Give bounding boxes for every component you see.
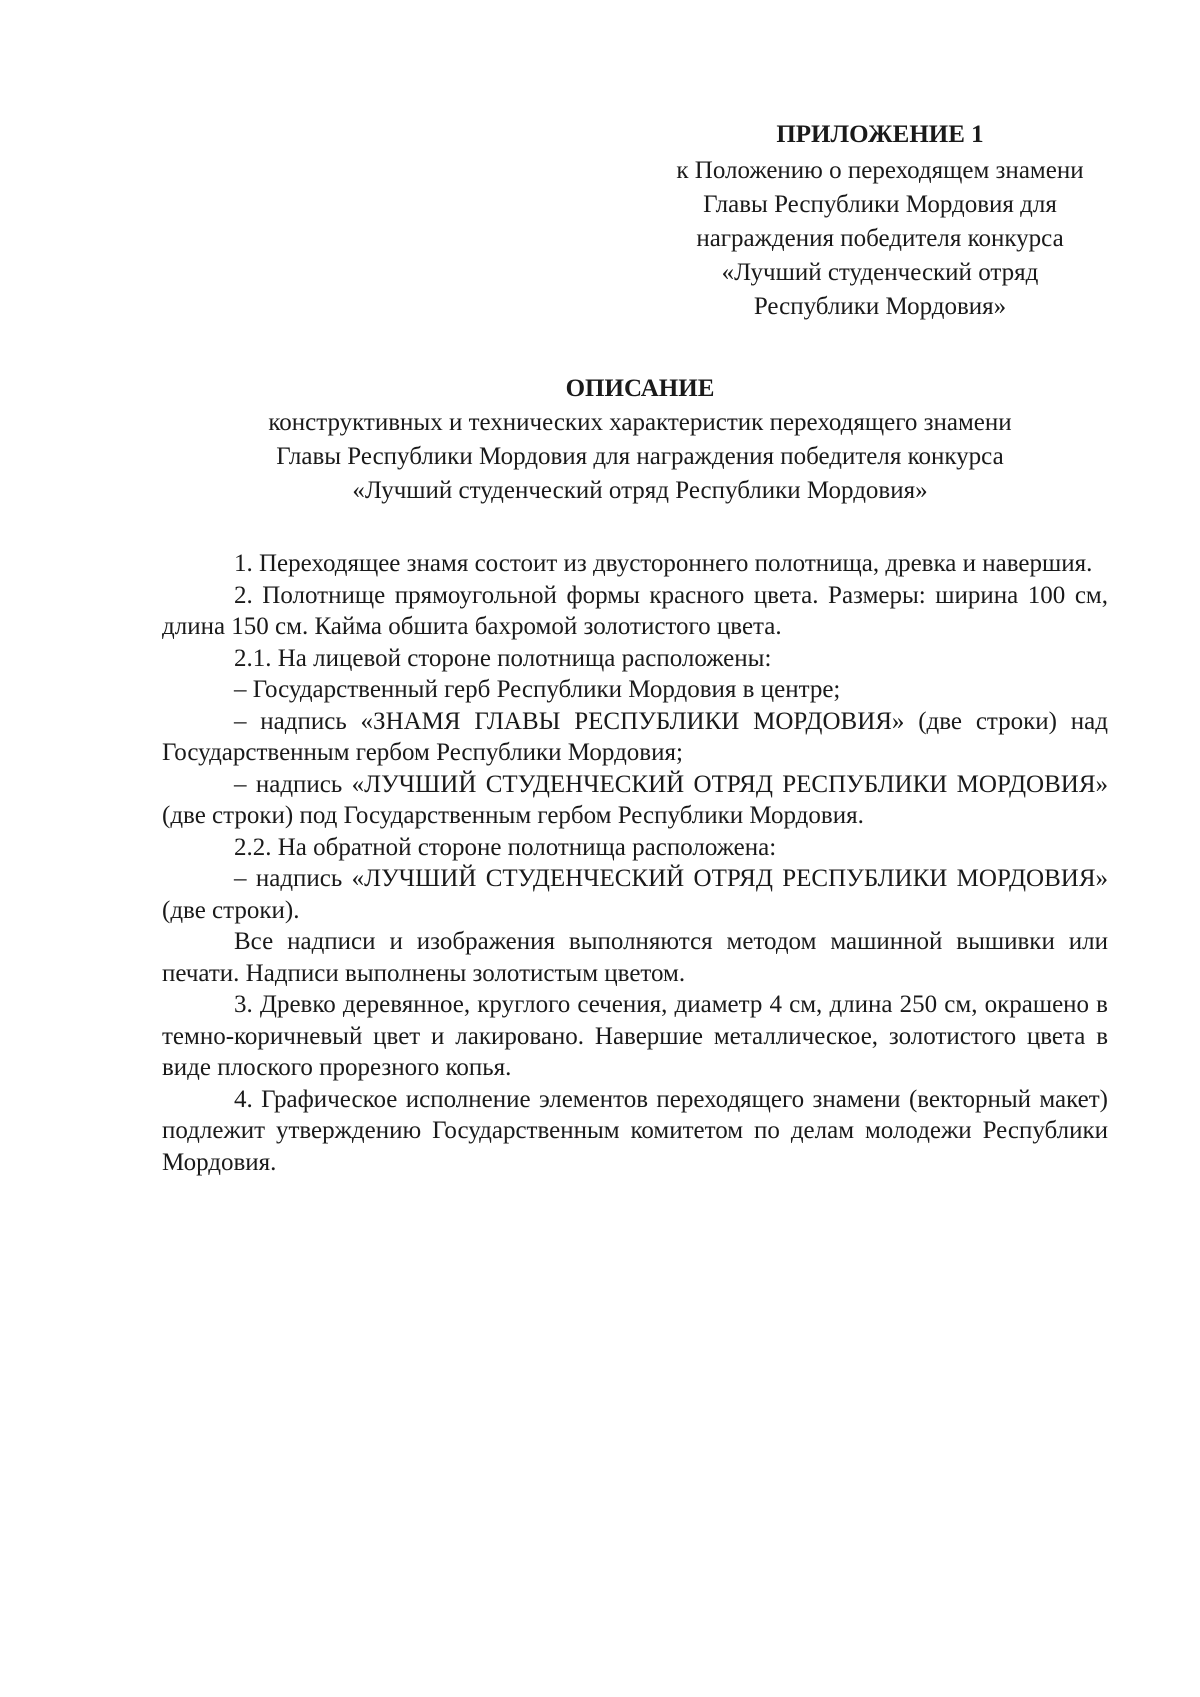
paragraph-2-2: 2.2. На обратной стороне полотнища расположена: xyxy=(234,833,777,861)
appendix-block xyxy=(600,118,1160,324)
paragraph-1: 1. Переходящее знамя состоит из двустороннего полотнища, древка и навершия. xyxy=(234,550,1093,577)
list-item-inscription-above: – надпись «ЗНАМЯ ГЛАВЫ РЕСПУБЛИКИ МОРДОВИЯ» (две строки) над Государственным гербом Республики Мордовия; xyxy=(162,707,1108,766)
paragraph-2: 2. Полотнище прямоугольной формы красного цвета. Размеры: ширина 100 см, длина 150 см. Кайма обшита бахромой золотистого цвета. xyxy=(162,581,1108,640)
paragraph-2-1: 2.1. На лицевой стороне полотнища расположены: xyxy=(234,644,772,672)
paragraph-4: 4. Графическое исполнение элементов переходящего знамени (векторный макет) подлежит утверждению Государственным комитетом по делам молодежи Республики Мордовия. xyxy=(162,1085,1108,1176)
list-item-inscription-below: – надпись «ЛУЧШИЙ СТУДЕНЧЕСКИЙ ОТРЯД РЕСПУБЛИКИ МОРДОВИЯ» (две строки) под Государственным гербом Республики Мордовия. xyxy=(162,770,1108,829)
list-item-coat-of-arms: – Государственный герб Республики Мордовия в центре; xyxy=(234,676,841,703)
description-title: ОПИСАНИЕ xyxy=(565,375,715,402)
description-heading xyxy=(190,372,1090,508)
appendix-line: Республики Мордовия» xyxy=(753,293,1007,320)
description-subtitle-line: Главы Республики Мордовия для награждения победителя конкурса xyxy=(276,443,1004,470)
appendix-title: ПРИЛОЖЕНИЕ 1 xyxy=(776,121,984,148)
appendix-line: Главы Республики Мордовия для xyxy=(703,191,1057,218)
description-subtitle-line: конструктивных и технических характеристик переходящего знамени xyxy=(268,409,1012,436)
appendix-line: к Положению о переходящем знамени xyxy=(676,157,1084,184)
document-body xyxy=(162,548,1108,1178)
appendix-line: награждения победителя конкурса xyxy=(696,225,1064,252)
paragraph-3: 3. Древко деревянное, круглого сечения, диаметр 4 см, длина 250 см, окрашено в темно-коричневый цвет и лакировано. Навершие металлическое, золотистого цвета в виде плоского прорезного копья. xyxy=(162,991,1108,1081)
list-item-inscription-back: – надпись «ЛУЧШИЙ СТУДЕНЧЕСКИЙ ОТРЯД РЕСПУБЛИКИ МОРДОВИЯ» (две строки). xyxy=(162,865,1108,924)
description-subtitle-line: «Лучший студенческий отряд Республики Мордовия» xyxy=(352,477,928,504)
paragraph-inscriptions-method: Все надписи и изображения выполняются методом машинной вышивки или печати. Надписи выполнены золотистым цветом. xyxy=(162,928,1108,987)
appendix-line: «Лучший студенческий отряд xyxy=(721,259,1039,286)
